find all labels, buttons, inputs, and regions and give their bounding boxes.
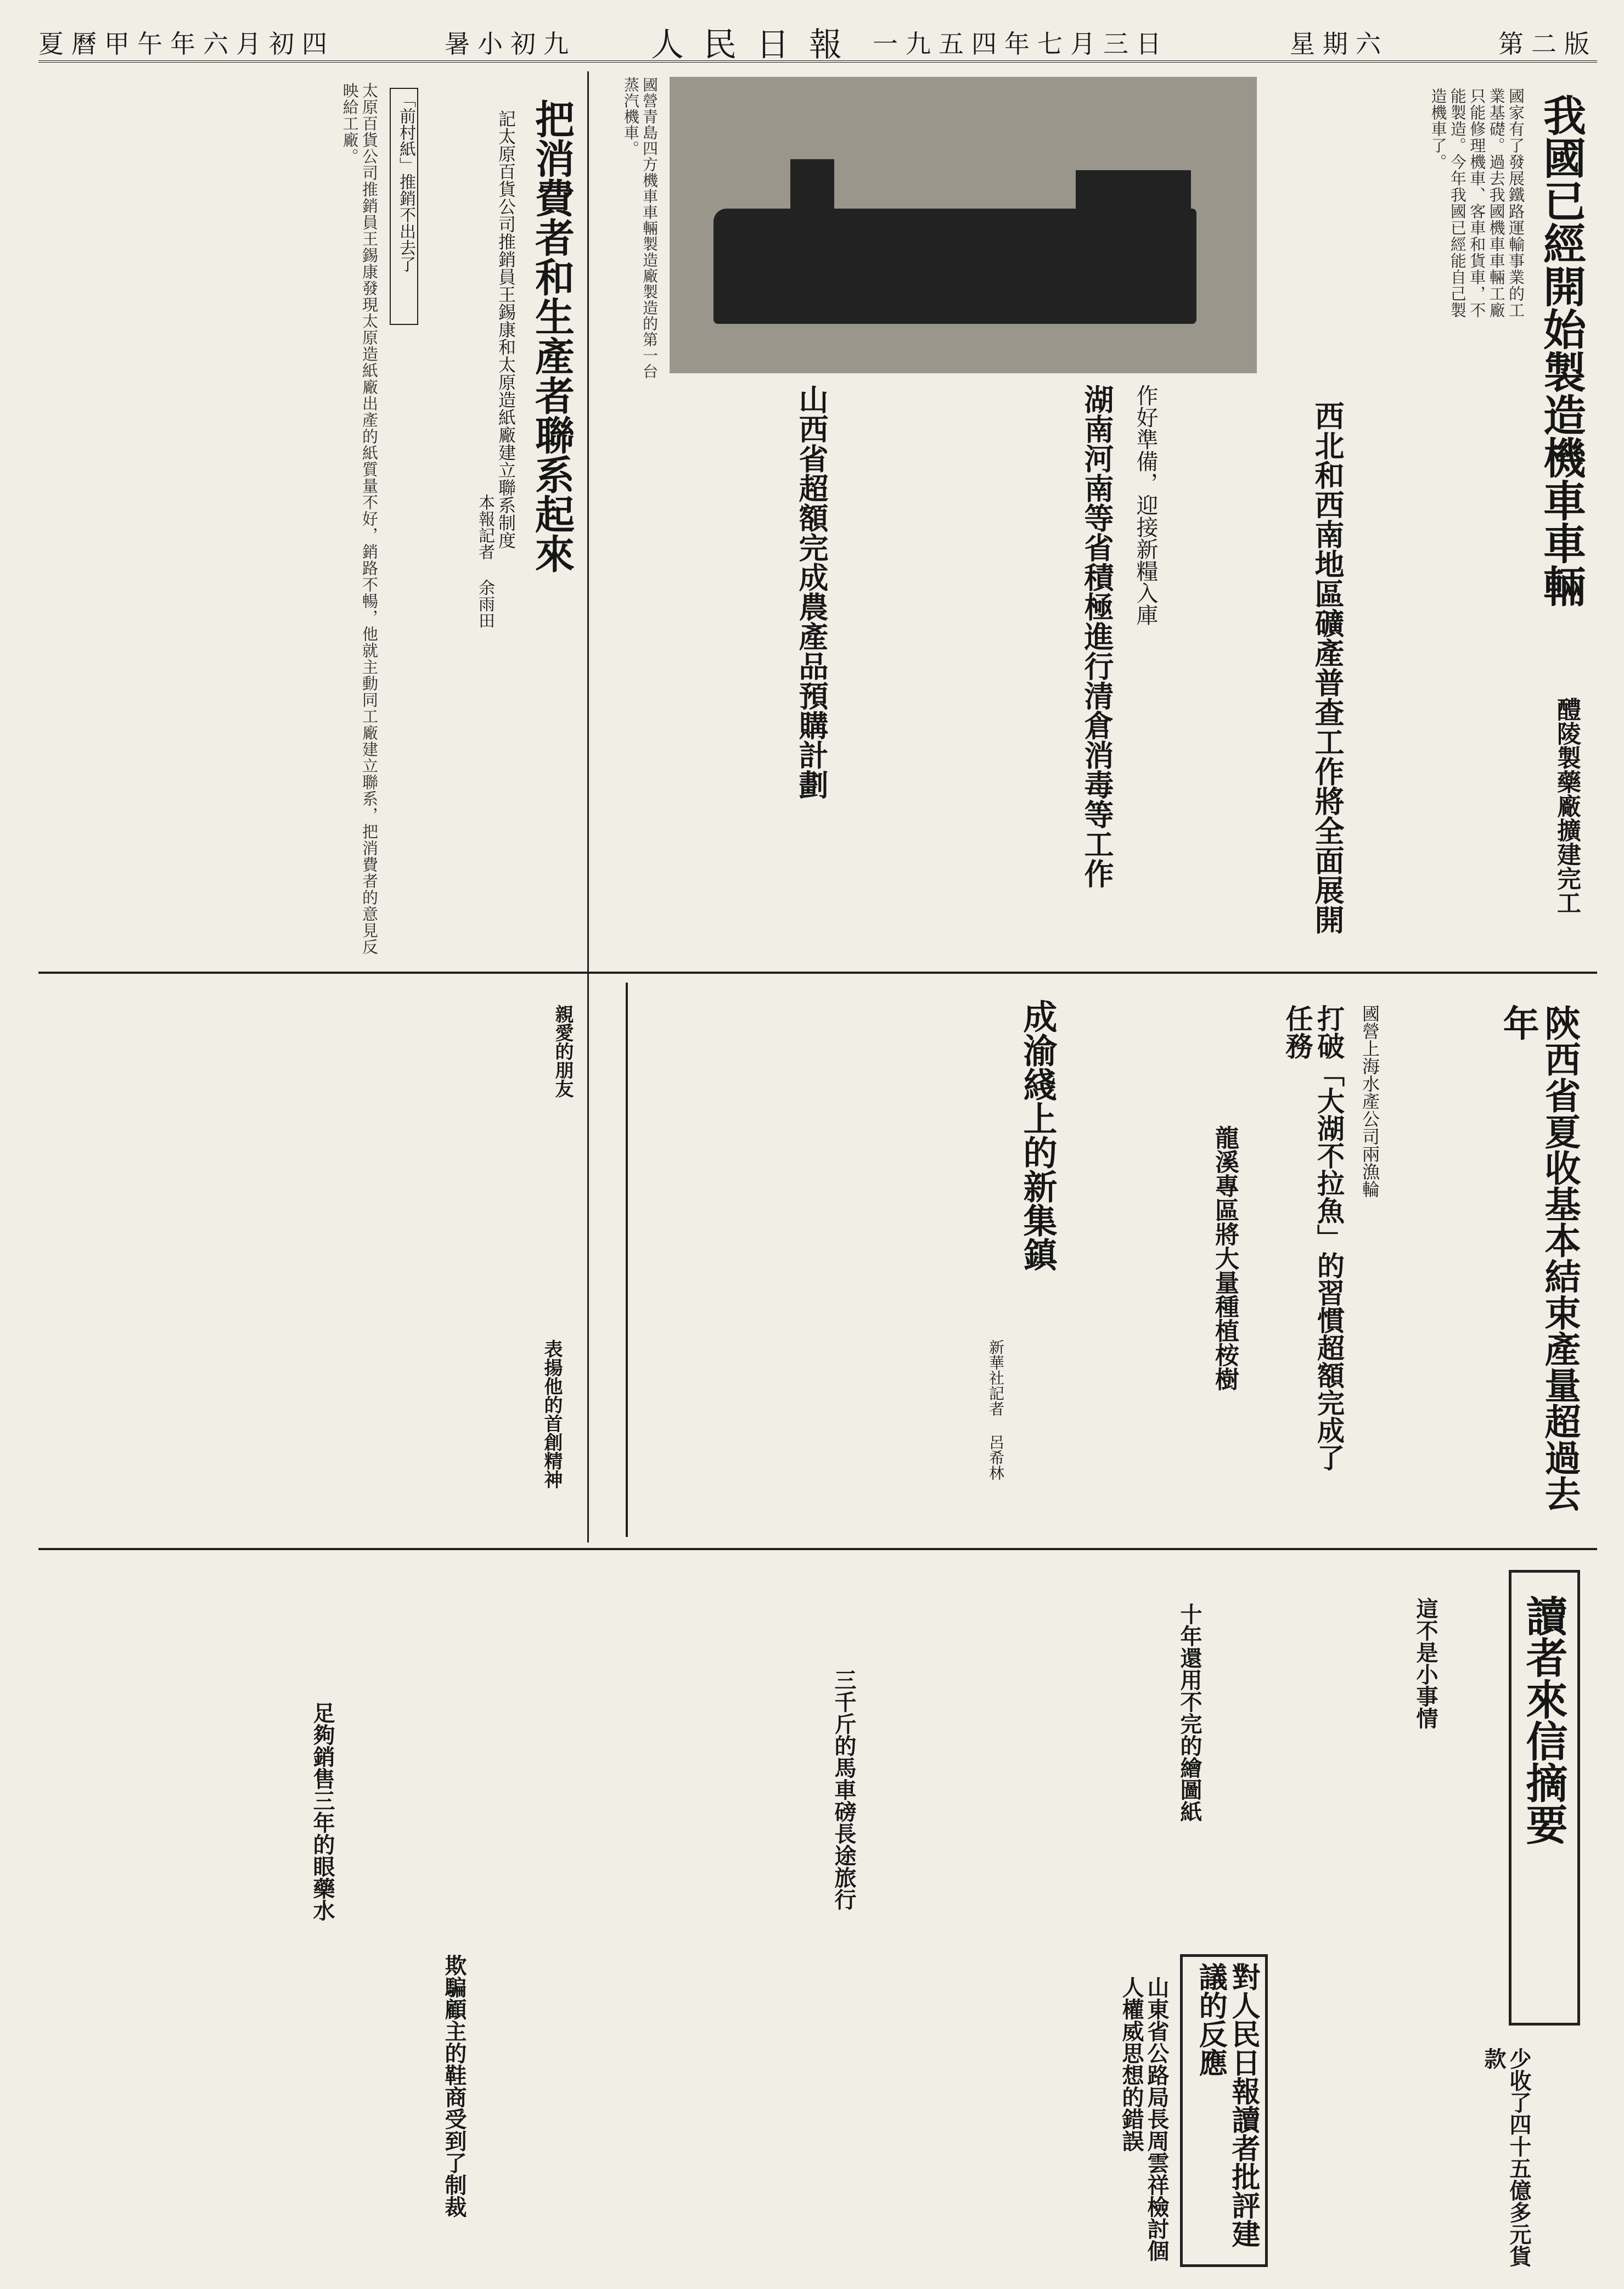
fishery-subhead: 國營上海水產公司兩漁輪 — [1359, 1005, 1380, 1198]
letter-4-headline: 三千斤的馬車磅長途旅行 — [831, 1669, 857, 1910]
chengyu-headline: 成渝綫上的新集鎮 — [1018, 999, 1058, 1271]
harvest-headline: 陝西省夏收基本結束產量超過去年 — [1497, 1005, 1581, 1512]
lunar-date: 夏曆甲午年六月初四 — [38, 29, 335, 59]
granary-headline: 湖南河南等省積極進行清倉消毒等工作 — [1080, 384, 1115, 888]
rule-upper — [38, 972, 1597, 974]
friend-headline: 親愛的朋友 — [552, 1005, 574, 1098]
reply-badge — [1180, 1954, 1268, 2267]
consumer-subhead: 記太原百貨公司推銷員王錫康和太原造紙廠建立聯系制度 — [496, 110, 516, 549]
letter-3-headline: 十年還用不完的繪圖紙 — [1177, 1603, 1202, 1822]
pharma-headline: 醴陵製藥廠擴建完工 — [1553, 697, 1581, 915]
consumer-headline: 把消費者和生產者聯系起來 — [529, 99, 575, 573]
column-rule-left — [587, 71, 589, 1542]
chengyu-byline: 新華社記者 呂希林 — [987, 1339, 1005, 1480]
granary-subhead: 作好準備，迎接新糧入庫 — [1133, 384, 1158, 626]
issue-date: 一九五四年七月三日 — [873, 29, 1169, 59]
reply-headline: 山東省公路局長周雲祥檢討個人權威思想的錯誤 — [1119, 1976, 1170, 2262]
paper-name: 人民日報 — [651, 26, 862, 64]
timber-headline: 龍溪專區將大量種植桉樹 — [1211, 1125, 1239, 1391]
letter-1-headline: 少收了四十五億多元貨款 — [1481, 2047, 1532, 2267]
consumer-quote-box: 「前村紙」推銷不出去了 — [390, 88, 418, 325]
rule-lower — [38, 1548, 1597, 1550]
box-rule-chengyu — [626, 983, 628, 1537]
lunar-term: 暑小初九 — [445, 29, 576, 59]
consumer-body: 太原百貨公司推銷員王錫康發現太原造紙廠出產的紙質量不好，銷路不暢，他就主動同工廠建立聯系，把消費者的意見反映給工廠。 — [340, 82, 379, 955]
shanxi-headline: 山西省超額完成農產品預購計劃 — [794, 384, 829, 799]
praise-headline: 表揚他的首創精神 — [541, 1339, 563, 1489]
locomotive-cab — [1076, 170, 1191, 231]
letter-2-headline: 這不是小事情 — [1413, 1597, 1438, 1729]
rail-body: 國家有了發展鐵路運輸事業的工業基礎。過去我國機車車輛工廠只能修理機車、客車和貨車，不能製造。今年我國已經能自己製造機車了。 — [1429, 88, 1525, 318]
reply-badge-text: 對人民日報讀者批評建議的反應 — [1194, 1962, 1260, 2248]
letters-badge — [1509, 1570, 1580, 2026]
consumer-byline: 本報記者 余雨田 — [475, 494, 494, 629]
page-number: 第二版 — [1498, 29, 1597, 59]
fishery-headline: 打破「大湖不拉魚」的習慣超額完成了任務 — [1281, 1005, 1345, 1471]
mining-headline: 西北和西南地區礦產普查工作將全面展開 — [1310, 401, 1345, 934]
masthead — [38, 22, 1597, 63]
rail-headline: 我國已經開始製造機車車輛 — [1536, 93, 1586, 607]
letter-5-headline: 足夠銷售三年的眼藥水 — [310, 1702, 335, 1921]
weekday: 星期六 — [1290, 29, 1389, 59]
locomotive-photo — [670, 77, 1257, 373]
letters-badge-text: 讀者來信摘要 — [1519, 1595, 1568, 1845]
locomotive-chimney — [790, 159, 834, 220]
photo-caption: 國營青島四方機車車輛製造廠製造的第一台蒸汽機車。 — [621, 77, 659, 379]
letter-6-headline: 欺騙顧主的鞋商受到了制裁 — [441, 1954, 467, 2218]
